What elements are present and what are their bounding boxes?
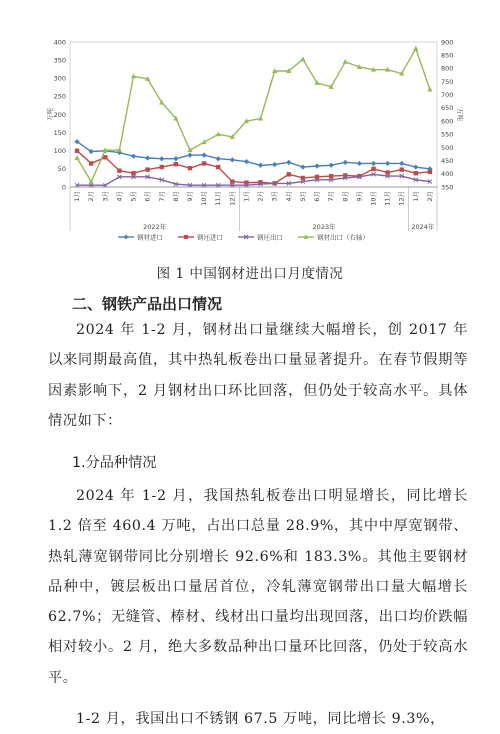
data-point — [427, 87, 432, 92]
data-point — [428, 170, 432, 174]
data-point — [187, 153, 192, 158]
y-right-tick-label: 850 — [441, 51, 454, 60]
y-left-tick-label: 400 — [53, 38, 66, 47]
data-point — [160, 165, 164, 169]
y-left-axis-title: 万吨 — [46, 108, 54, 121]
data-point — [145, 167, 149, 171]
y-right-tick-label: 500 — [441, 143, 454, 152]
data-point — [413, 46, 418, 51]
data-point — [159, 156, 164, 161]
y-right-tick-label: 550 — [441, 130, 454, 139]
import-export-chart — [0, 0, 500, 245]
legend-label: 钢坯出口 — [257, 233, 283, 242]
x-tick-label: 12月 — [228, 191, 237, 206]
data-point — [329, 163, 334, 168]
data-point — [75, 149, 79, 153]
y-left-tick-label: 300 — [53, 74, 66, 83]
y-left-tick-label: 50 — [57, 165, 66, 174]
x-tick-label: 6月 — [313, 191, 322, 202]
y-right-tick-label: 400 — [441, 170, 454, 179]
x-tick-label: 10月 — [369, 191, 378, 206]
data-point — [400, 167, 404, 171]
data-point — [117, 168, 121, 172]
data-point — [216, 131, 221, 136]
y-left-tick-label: 150 — [53, 128, 66, 137]
paragraph-1: 2024 年 1-2 月，钢材出口量继续大幅增长，创 2017 年以来同期最高值，其中热轧板卷出口量显著提升。在春节假期等因素影响下，2 月钢材出口环比回落，但仍处于较高水平。具体情况如下： — [48, 322, 468, 429]
x-tick-label: 11月 — [214, 191, 223, 206]
data-point — [385, 161, 390, 166]
y-left-tick-label: 200 — [53, 110, 66, 119]
x-tick-label: 3月 — [101, 191, 110, 202]
y-right-tick-label: 750 — [441, 77, 454, 86]
x-tick-label: 4月 — [284, 191, 293, 202]
legend-marker — [184, 235, 188, 239]
data-point — [258, 163, 263, 168]
data-point — [258, 116, 263, 121]
data-point — [357, 161, 362, 166]
data-point — [343, 160, 348, 165]
paragraph-3: 1-2 月，我国出口不锈钢 67.5 万吨，同比增长 9.3%， — [76, 711, 445, 727]
data-point — [399, 161, 404, 166]
x-tick-label: 7月 — [157, 191, 166, 202]
year-group-label: 2023年 — [312, 223, 336, 231]
data-point — [173, 156, 178, 161]
data-point — [287, 172, 291, 176]
data-point — [174, 162, 178, 166]
year-group-label: 2024年 — [411, 223, 435, 231]
data-point — [188, 166, 192, 170]
sub-heading: 1.分品种情况 — [72, 455, 157, 471]
data-point — [286, 160, 291, 165]
series-line — [77, 142, 430, 169]
data-point — [300, 56, 305, 61]
series-line — [77, 49, 430, 182]
data-point — [131, 154, 136, 159]
y-left-tick-label: 250 — [53, 92, 66, 101]
x-tick-label: 11月 — [383, 191, 392, 206]
x-tick-label: 2月 — [425, 191, 434, 202]
x-tick-label: 12月 — [397, 191, 406, 206]
x-tick-label: 8月 — [341, 191, 350, 202]
y-right-tick-label: 450 — [441, 156, 454, 165]
x-tick-label: 5月 — [298, 191, 307, 202]
legend-label: 钢坯进口 — [197, 233, 223, 242]
y-left-tick-label: 350 — [53, 56, 66, 65]
x-tick-label: 1月 — [242, 191, 251, 202]
x-tick-label: 1月 — [411, 191, 420, 202]
legend-label: 钢材进口 — [137, 233, 163, 242]
data-point — [216, 156, 221, 161]
data-point — [145, 155, 150, 160]
y-right-tick-label: 800 — [441, 64, 454, 73]
data-point — [201, 153, 206, 158]
x-tick-label: 2月 — [87, 191, 96, 202]
paragraph-2: 2024 年 1-2 月，我国热轧板卷出口明显增长，同比增长 1.2 倍至 460.4 万吨，占出口总量 28.9%，其中中厚宽钢带、热轧薄宽钢带同比分别增长 92.6%和 183.3%。其他主要钢材品种中，镀层板出口量居首位，冷轧薄宽钢带出口量大幅增长 62.7%；无缝管、棒材、线材出口量均出现回落，出口均价跌幅相对较小。2 月，绝大多数品种出口量环比回落，仍处于较高水平。 — [48, 488, 468, 686]
x-tick-label: 9月 — [355, 191, 364, 202]
data-point — [89, 161, 93, 165]
x-tick-label: 3月 — [270, 191, 279, 202]
data-point — [74, 155, 79, 160]
legend-label: 钢材出口（右轴） — [317, 233, 369, 242]
x-tick-label: 9月 — [185, 191, 194, 202]
year-group-label: 2022年 — [143, 223, 167, 231]
y-right-tick-label: 650 — [441, 104, 454, 113]
x-tick-label: 8月 — [171, 191, 180, 202]
x-tick-label: 10月 — [200, 191, 209, 206]
section-heading: 二、钢铁产品出口情况 — [72, 295, 223, 313]
y-right-tick-label: 700 — [441, 91, 454, 100]
data-point — [371, 161, 376, 166]
y-left-tick-label: 100 — [53, 147, 66, 156]
data-point — [202, 161, 206, 165]
data-point — [414, 171, 418, 175]
data-point — [314, 163, 319, 168]
x-tick-label: 2月 — [256, 191, 265, 202]
plot-area — [70, 42, 437, 187]
x-tick-label: 1月 — [73, 191, 82, 202]
y-right-tick-label: 900 — [441, 38, 454, 47]
data-point — [272, 162, 277, 167]
legend-marker — [124, 235, 129, 240]
data-point — [216, 165, 220, 169]
data-point — [300, 164, 305, 169]
data-point — [103, 155, 107, 159]
figure-caption: 图 1 中国钢材进出口月度情况 — [156, 266, 344, 282]
x-tick-label: 6月 — [143, 191, 152, 202]
x-tick-label: 4月 — [115, 191, 124, 202]
x-tick-label: 5月 — [129, 191, 138, 202]
data-point — [371, 167, 375, 171]
data-point — [343, 59, 348, 64]
x-tick-label: 7月 — [327, 191, 336, 202]
chart-svg — [0, 0, 500, 245]
data-point — [244, 159, 249, 164]
data-point — [230, 157, 235, 162]
y-right-axis-title: 万吨 — [456, 108, 464, 121]
y-right-tick-label: 600 — [441, 117, 454, 126]
data-point — [131, 73, 136, 78]
y-left-tick-label: 0 — [61, 183, 66, 192]
data-point — [413, 164, 418, 169]
y-right-tick-label: 350 — [441, 183, 454, 192]
series-line — [77, 174, 430, 185]
